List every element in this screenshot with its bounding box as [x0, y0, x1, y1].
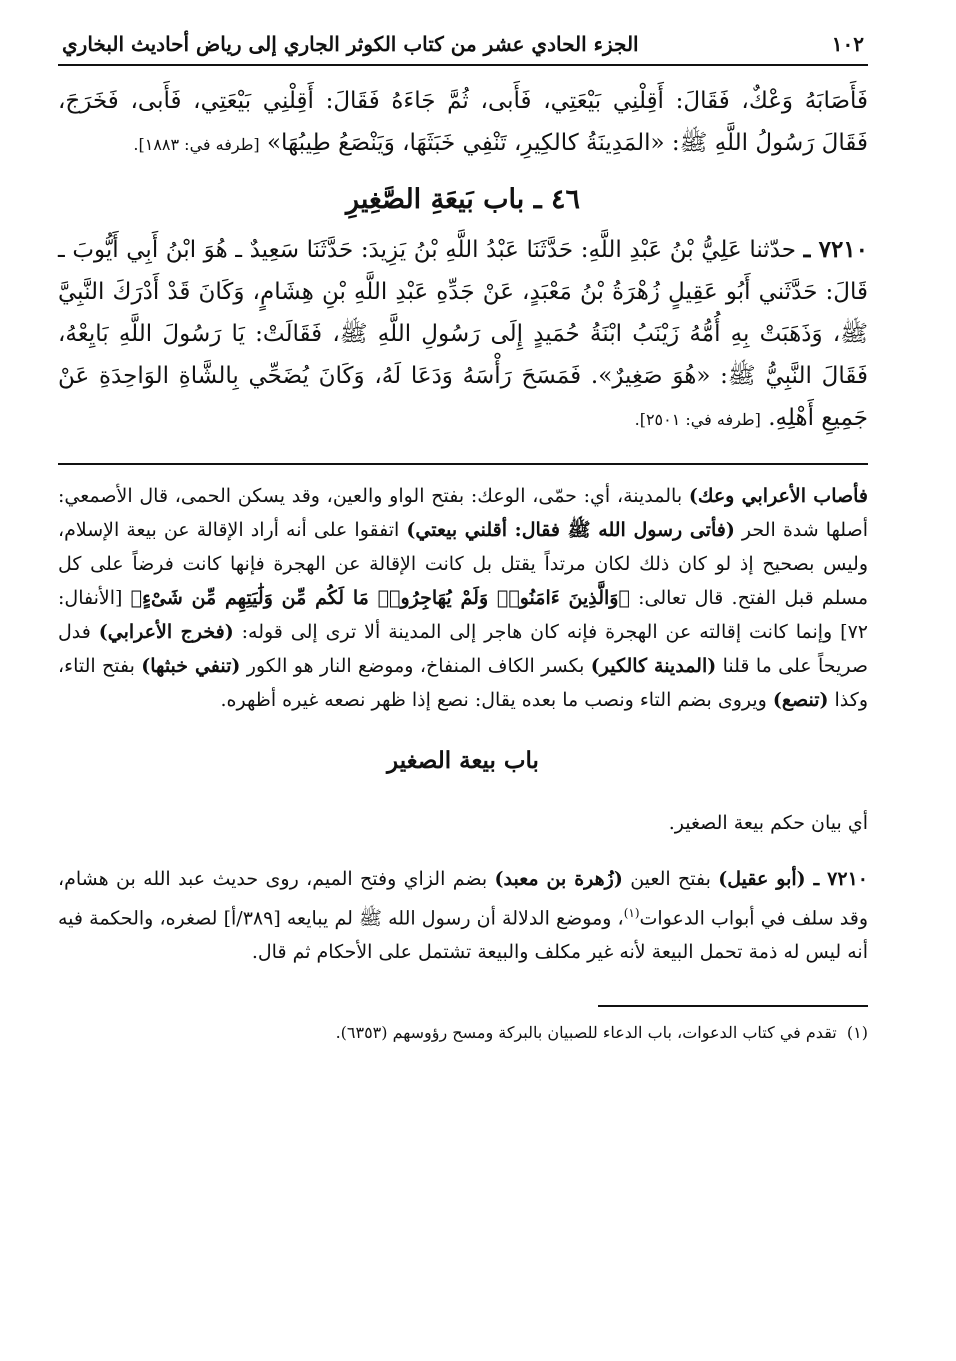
hadith-continuation-text: فَأَصَابَهُ وَعْكٌ، فَقَالَ: أَقِلْنِي بَيْعَتِي، فَأَبى، ثُمَّ جَاءَهُ فَقَالَ: أَقِلْنِي بَيْعَتِي، فَأَبى، فَخَرَجَ، فَقَالَ رَسُولُ اللَّهِ ﷺ: «المَدِينَةُ كالكِيرِ، تَنْفِي خَبَثَهَا، وَيَنْصَعُ طِيبُهَا» — [58, 88, 868, 156]
footnote-text: تقدم في كتاب الدعوات، باب الدعاء للصبيان بالبركة ومسح رؤوسهم (٦٣٥٣). — [335, 1023, 837, 1043]
footnote-number: (١) — [846, 1023, 868, 1043]
commentary-1-text-1: بالمدينة، أي: حمّى، الوعك: بفتح الواو والعين، وقد يسكن الحمى، قال الأصمعي: أصلها شدة الحر — [58, 485, 868, 541]
commentary-paragraph-3 — [58, 862, 868, 969]
commentary-1-text-3: وإنما كانت إقالته عن الهجرة فإنه كان هاجر إلى المدينة ألا ترى إلى قوله: — [233, 621, 833, 643]
commentary-1-bold-4: (المدينة كالكير) — [590, 655, 717, 677]
commentary-rule — [58, 463, 868, 465]
header-title: الجزء الحادي عشر من كتاب الكوثر الجاري إلى رياض أحاديث البخاري — [62, 32, 639, 56]
hadith-7210-ref: [طرفه في: ٢٥٠١]. — [634, 410, 761, 429]
commentary-3-bold-1: (أبو عقيل) — [718, 868, 806, 890]
quran-verse: ﴿وَالَّذِينَ ءَامَنُوا۟ وَلَمْ يُهَاجِرُوا۟ مَا لَكُم مِّن وَلَٰيَتِهِم مِّن شَىْءٍ﴾ — [130, 587, 630, 609]
commentary-3-text-2: بضم الزاي وفتح الميم، روى حديث عبد الله بن هشام، وقد سلف في أبواب الدعوات — [58, 868, 868, 930]
quran-ref: [الأنفال: ٧٢] — [58, 587, 868, 643]
commentary-chapter-title: باب بيعة الصغير — [387, 747, 539, 774]
hadith-7210 — [58, 229, 868, 441]
commentary-1-text-6: بفتح التاء، وكذا — [58, 655, 868, 711]
commentary-3-bold-2: (زُهرة بن معبد) — [494, 868, 623, 890]
commentary-1-text-4: فدل صريحاً على ما قلنا — [58, 621, 868, 677]
page-number: ١٠٢ — [831, 32, 864, 56]
commentary-paragraph-2: أي بيان حكم بيعة الصغير. — [668, 812, 868, 834]
commentary-1-bold-2: (فأتى رسول الله ﷺ فقال: أقلني بيعتي) — [406, 519, 735, 541]
commentary-1-text-2: اتفقوا على أنه أراد الإقالة عن بيعة الإسلام، وليس بصحيح إذ لو كان ذلك لكان مرتداً يقتل بل كانت الإقالة عن الهجرة فإنها كانت فرضاً على كل مسلم قبل الفتح. قال تعالى: — [58, 519, 868, 609]
footnote-marker: (١) — [623, 906, 640, 920]
hadith-7210-text: حدّثنا عَلِيُّ بْنُ عَبْدِ اللَّهِ: حَدَّثَنَا عَبْدُ اللَّهِ بْنُ يَزِيدَ: حَدَّثَنَا سَعِيدٌ ـ هُوَ ابْنُ أَبِي أَيُّوبَ ـ قَالَ: حَدَّثَني أَبُو عَقِيلٍ زُهْرَةُ بْنُ مَعْبَدٍ، عَنْ جَدِّهِ عَبْدِ اللَّهِ بْنِ هِشَامٍ، وَكَانَ قَدْ أَدْرَكَ النَّبِيَّ ﷺ، وَذَهَبَتْ بِهِ أُمُّهُ زَيْنَبُ ابْنَةُ حُمَيدٍ إِلَى رَسُولِ اللَّهِ ﷺ، فَقَالَتْ: يَا رَسُولَ اللَّهِ بَايِعْهُ، فَقَالَ النَّبِيُّ ﷺ: «هُوَ صَغِيرٌ». فَمَسَحَ رَأْسَهُ وَدَعَا لَهُ، وَكَانَ يُضَحِّي بِالشَّاةِ الوَاحِدَةِ عَنْ جَمِيعِ أَهْلِهِ. — [58, 237, 868, 431]
commentary-1-bold-3: (فخرج الأعرابي) — [98, 621, 234, 643]
commentary-paragraph-1 — [58, 479, 868, 717]
commentary-1-bold-5: (تنفي خبثها) — [141, 655, 241, 677]
footnote-rule — [598, 1005, 868, 1007]
commentary-1-bold-1: فأصاب الأعرابي وعك) — [688, 485, 868, 507]
footnote — [58, 1019, 868, 1047]
running-header — [58, 28, 868, 64]
commentary-1-text-7: ويروى بضم التاء ونصب ما بعده يقال: نصع إذا ظهر نصعه غيره أظهره. — [220, 689, 773, 711]
commentary-1-bold-6: (تنصع) — [772, 689, 829, 711]
hadith-continuation — [58, 80, 868, 166]
commentary-3-text-3: ، وموضع الدلالة أن رسول الله ﷺ لم يبايعه [٣٨٩/أ] لصغره، والحكمة فيه أنه ليس له ذمة تحمل البيعة لأنه غير مكلف والبيعة تشتمل على الأحكام ثم قال. — [58, 907, 868, 964]
book-page — [58, 28, 868, 1047]
commentary-1-text-5: بكسر الكاف المنفاخ، وموضع النار هو الكور — [240, 655, 591, 677]
commentary-3-number: ٧٢١٠ ـ — [805, 868, 868, 890]
header-rule — [58, 64, 868, 66]
chapter-title: ٤٦ ـ باب بَيعَةِ الصَّغِيرِ — [345, 184, 581, 215]
hadith-7210-number: ٧٢١٠ ـ — [803, 236, 869, 263]
commentary-3-text-1: بفتح العين — [622, 868, 719, 890]
hadith-continuation-ref: [طرفه في: ١٨٨٣]. — [133, 135, 260, 154]
